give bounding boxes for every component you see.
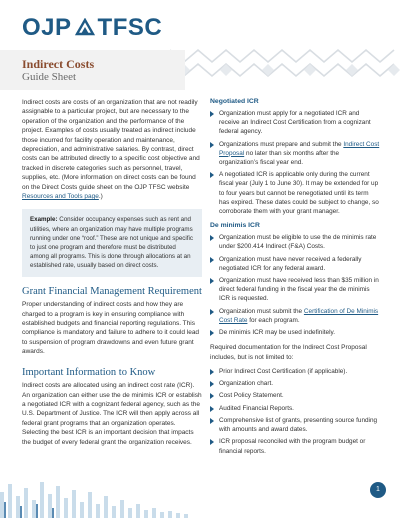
footer-bars-decoration xyxy=(0,478,400,518)
de-minimis-heading: De minimis ICR xyxy=(210,222,260,230)
bullet-arrow-icon xyxy=(210,330,214,336)
bullet-arrow-icon xyxy=(210,393,214,399)
de-minimis-list xyxy=(210,233,380,337)
list-item xyxy=(210,276,380,304)
important-info-paragraph: Indirect costs are allocated using an indirect cost rate (ICR). An organization can either use the de minimis ICR or establish a negotiated ICR with a cognizant federal agency, such as the U.S. Department of Justice. The ICR will then apply across all federal grant programs that an organization operates. Selecting the best ICR is an important decision that impacts the budget of every federal grant the organization receives. xyxy=(22,382,202,446)
list-item xyxy=(210,109,380,137)
right-column xyxy=(210,98,380,459)
required-docs-intro: Required documentation for the Indirect Cost Proposal includes, but is not limited to: xyxy=(210,344,367,361)
header-pattern-decoration xyxy=(170,40,400,90)
list-item-text: Prior Indirect Cost Certification (if applicable). xyxy=(219,368,348,376)
list-item xyxy=(210,140,380,168)
logo-ojp: OJP xyxy=(22,14,72,41)
document-title: Indirect Costs xyxy=(22,57,95,71)
bullet-arrow-icon xyxy=(210,111,214,117)
list-item-text: Audited Financial Reports. xyxy=(219,404,294,412)
list-item-text: Organization must submit the xyxy=(219,307,304,315)
indirect-cost-proposal-link[interactable]: Indirect Cost Proposal xyxy=(219,140,380,157)
ojp-tfsc-logo xyxy=(22,14,162,43)
logo-tfsc: TFSC xyxy=(97,14,163,41)
list-item-text: Organization must apply for a negotiated ICR and receive an Indirect Cost Certification from a cognizant federal agency. xyxy=(219,110,371,136)
bullet-arrow-icon xyxy=(210,439,214,445)
bullet-arrow-icon xyxy=(210,278,214,284)
bullet-arrow-icon xyxy=(210,369,214,375)
bullet-arrow-icon xyxy=(210,418,214,424)
list-item-text: De minimis ICR may be used indefinitely. xyxy=(219,329,336,337)
logo-mark-icon xyxy=(75,15,95,43)
list-item-text: Cost Policy Statement. xyxy=(219,392,284,400)
left-column xyxy=(22,98,202,447)
list-item xyxy=(210,416,380,434)
list-item xyxy=(210,404,380,413)
gfm-paragraph: Proper understanding of indirect costs and how they are charged to a program is key in ensuring compliance with established budgets and financial reporting regulations. This compliance is mandatory and failure to adhere to it could lead to suspension of program drawdowns and even future grant awards. xyxy=(22,301,200,356)
negotiated-icr-heading: Negotiated ICR xyxy=(210,98,259,105)
list-item-text: ICR proposal reconciled with the program budget or financial reports. xyxy=(219,438,366,455)
list-item-text: Organization must have received less than $35 million in direct federal funding in the fiscal year the de minimis ICR is requested. xyxy=(219,277,379,303)
list-item xyxy=(210,379,380,388)
list-item xyxy=(210,437,380,455)
list-item xyxy=(210,391,380,400)
resources-tools-link[interactable]: Resources and Tools page xyxy=(22,193,99,201)
intro-paragraph xyxy=(22,98,202,201)
bullet-arrow-icon xyxy=(210,381,214,387)
callout-text: Consider occupancy expenses such as rent and utilities, where an organization may have multiple programs running under one “roof.” These are not unique and specific to just one program and therefore must be distributed among all programs. This is done through allocations at an established rate, usually based on direct costs. xyxy=(30,216,193,270)
list-item-text: Organizations must prepare and submit the xyxy=(219,140,344,148)
bullet-arrow-icon xyxy=(210,172,214,178)
bullet-arrow-icon xyxy=(210,309,214,315)
page-number: 1 xyxy=(370,482,386,498)
list-item-text-end: no later than six months after the organization’s fiscal year end. xyxy=(219,149,340,167)
negotiated-icr-list xyxy=(210,109,380,216)
list-item-text: Organization must have never received a federally negotiated ICR for any federal award. xyxy=(219,255,362,272)
de-minimis-certification-link[interactable]: Certification of De Minimis Cost Rate xyxy=(219,307,379,324)
example-callout xyxy=(22,209,202,276)
list-item-text: A negotiated ICR is applicable only during the current fiscal year (July 1 to June 30). It may be extended for up to four years but cannot be renegotiated until its term has expired. These dates could be subject to change, so corroborate them with your grant manager. xyxy=(219,171,379,216)
bullet-arrow-icon xyxy=(210,142,214,148)
important-info-heading: Important Information to Know xyxy=(22,366,156,378)
list-item-text: Organization chart. xyxy=(219,380,273,388)
intro-text: Indirect costs are costs of an organization that are not readily assignable to a particular project, but are necessary to the operation of the organization and the performance of the project. Examples of costs usually treated as indirect include those incurred for facility operation and maintenance, depreciation, and administrative salaries. By contrast, direct costs can be attributed directly to a specific cost objective and tracked in discrete categories such as personnel, travel, supplies, etc. (More information on direct costs can be found on the Direct Costs guide sheet on the OJP TFSC website xyxy=(22,99,200,191)
intro-text-end: .) xyxy=(98,193,103,201)
bullet-arrow-icon xyxy=(210,257,214,263)
list-item-text-end: for each program. xyxy=(247,316,300,324)
list-item xyxy=(210,328,380,337)
list-item xyxy=(210,307,380,325)
bullet-arrow-icon xyxy=(210,235,214,241)
list-item xyxy=(210,170,380,216)
list-item xyxy=(210,367,380,376)
callout-label: Example: xyxy=(30,216,58,224)
list-item xyxy=(210,233,380,251)
document-subtitle: Guide Sheet xyxy=(22,71,77,83)
list-item xyxy=(210,255,380,273)
gfm-heading: Grant Financial Management Requirement xyxy=(22,285,202,297)
list-item-text: Organization must be eligible to use the de minimis rate under $200.414 Indirect (F&A) Costs. xyxy=(219,234,377,251)
bullet-arrow-icon xyxy=(210,406,214,412)
required-docs-list xyxy=(210,367,380,456)
list-item-text: Comprehensive list of grants, presenting source funding with amounts and award dates. xyxy=(219,416,378,434)
